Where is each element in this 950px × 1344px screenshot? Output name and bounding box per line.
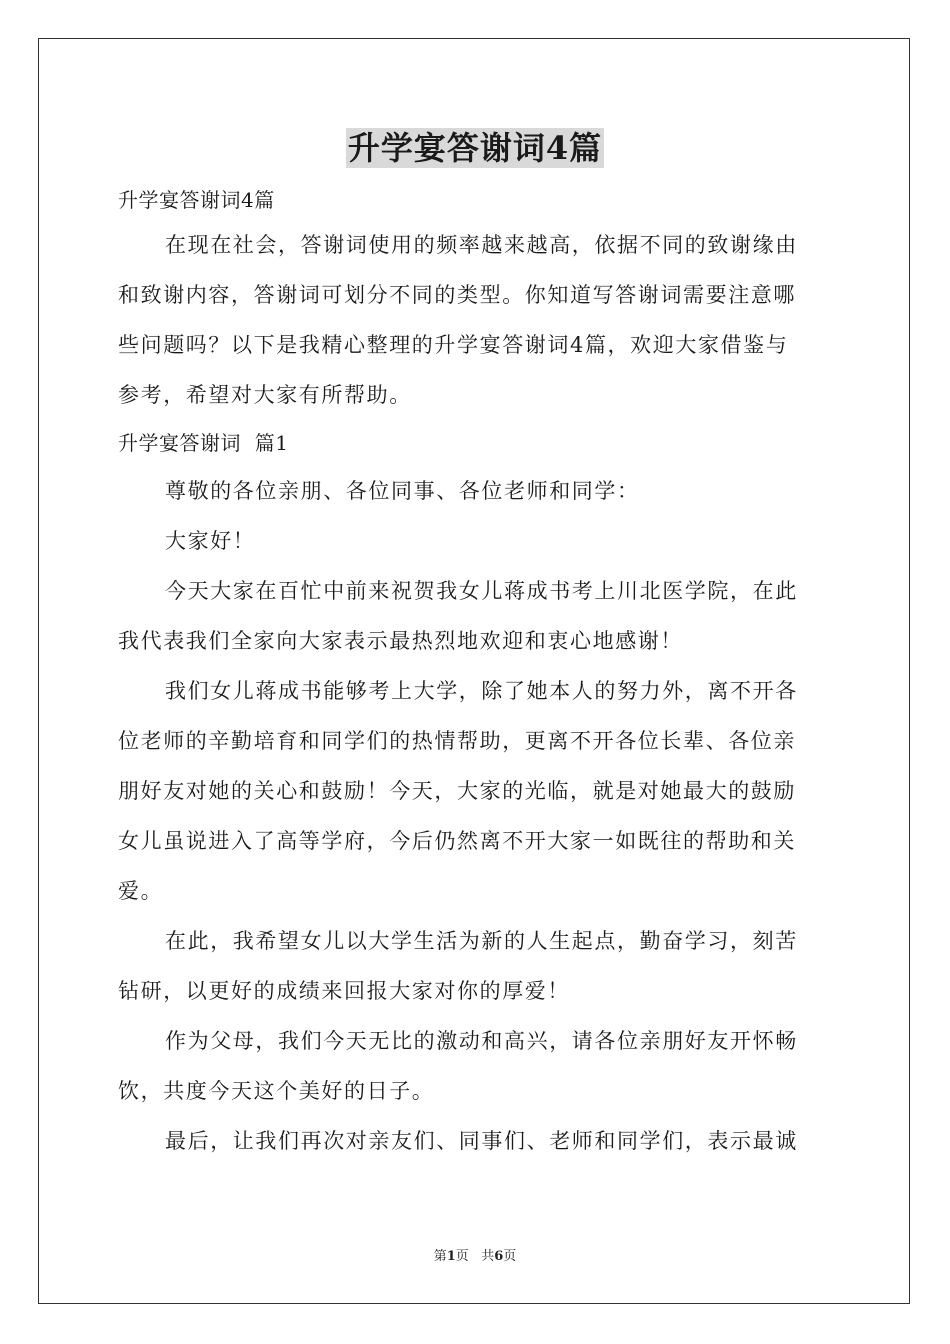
footer-page-prefix: 第 (433, 1249, 447, 1264)
paragraph-line: 最后，让我们再次对亲友们、同事们、老师和同学们，表示最诚 (165, 1129, 798, 1153)
page-footer (0, 1245, 950, 1264)
paragraph-line: 朋好友对她的关心和鼓励！今天，大家的光临，就是对她最大的鼓励 (118, 779, 796, 803)
document-subtitle: 升学宴答谢词4篇 (118, 188, 275, 212)
hello-line: 大家好！ (165, 529, 256, 553)
intro-paragraph (118, 220, 834, 420)
paragraph-3 (118, 916, 834, 1016)
footer-page-suffix: 页 (503, 1249, 517, 1264)
paragraph-line: 饮，共度今天这个美好的日子。 (118, 1079, 435, 1103)
paragraph-line: 在现在社会，答谢词使用的频率越来越高，依据不同的致谢缘由 (165, 233, 798, 257)
title-wrap (0, 128, 950, 168)
paragraph-line: 女儿虽说进入了高等学府，今后仍然离不开大家一如既往的帮助和关 (118, 829, 796, 853)
paragraph-2 (118, 666, 834, 916)
paragraph-line: 作为父母，我们今天无比的激动和高兴，请各位亲朋好友开怀畅 (165, 1029, 798, 1053)
paragraph-line: 些问题吗？以下是我精心整理的升学宴答谢词4篇，欢迎大家借鉴与 (118, 333, 789, 357)
paragraph-line: 钻研，以更好的成绩来回报大家对你的厚爱！ (118, 979, 570, 1003)
paragraph-5 (118, 1116, 834, 1166)
paragraph-line: 和致谢内容，答谢词可划分不同的类型。你知道写答谢词需要注意哪 (118, 283, 796, 307)
paragraph-line: 今天大家在百忙中前来祝贺我女儿蒋成书考上川北医学院，在此 (165, 579, 798, 603)
paragraph-line: 参考，希望对大家有所帮助。 (118, 383, 412, 407)
document-title: 升学宴答谢词4篇 (347, 129, 603, 167)
paragraph-line: 我代表我们全家向大家表示最热烈地欢迎和衷心地感谢！ (118, 629, 683, 653)
footer-page-current: 1 (446, 1249, 456, 1264)
footer-page-mid: 页 共 (455, 1249, 495, 1264)
section-heading: 升学宴答谢词 篇1 (118, 431, 289, 455)
paragraph-line: 位老师的辛勤培育和同学们的热情帮助，更离不开各位长辈、各位亲 (118, 729, 796, 753)
footer-page-total: 6 (494, 1249, 504, 1264)
paragraph-line: 在此，我希望女儿以大学生活为新的人生起点，勤奋学习，刻苦 (165, 929, 798, 953)
paragraph-line: 我们女儿蒋成书能够考上大学，除了她本人的努力外，离不开各 (165, 679, 798, 703)
document-body (118, 180, 834, 1166)
paragraph-4 (118, 1016, 834, 1116)
paragraph-line: 爱。 (118, 879, 164, 903)
paragraph-1 (118, 566, 834, 666)
greeting-line: 尊敬的各位亲朋、各位同事、各位老师和同学： (165, 479, 640, 503)
